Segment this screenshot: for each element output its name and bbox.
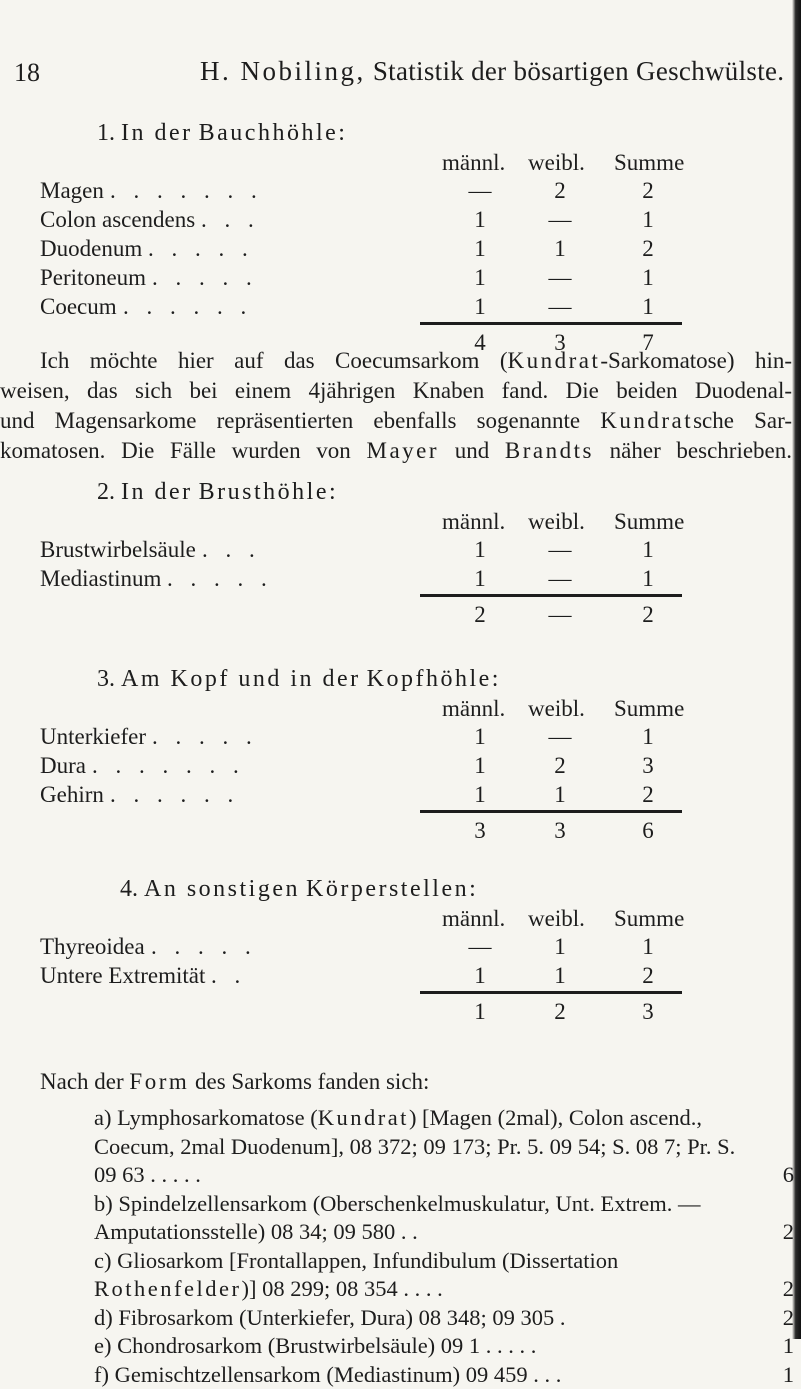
total-row xyxy=(0,602,801,630)
row-label: Dura xyxy=(40,753,86,779)
table-row xyxy=(0,753,801,781)
paragraph-line: komatosen. Die Fälle wurden von Mayer und Brandts näher beschrieben. xyxy=(0,436,792,466)
list-item-c: c) Gliosarkom [Frontallappen, Infundibulum (Dissertation Rothenfelder)] 08 299; 08 354 . . . . 2 xyxy=(94,1247,794,1304)
cell-maennl: 1 xyxy=(460,537,500,563)
column-header-summe: Summe xyxy=(614,906,684,932)
running-head-author: H. Nobiling, xyxy=(200,56,366,86)
cell-weibl: — xyxy=(540,724,580,750)
cell-summe: 2 xyxy=(628,782,668,808)
cell-maennl: — xyxy=(460,178,500,204)
cell-weibl: 2 xyxy=(540,178,580,204)
running-head xyxy=(200,56,784,87)
column-header-summe: Summe xyxy=(614,509,684,535)
column-header-maennl: männl. xyxy=(442,696,505,722)
leader-dots: . . . . . xyxy=(167,566,452,592)
cell-summe: 2 xyxy=(628,963,668,989)
total-summe: 6 xyxy=(628,818,668,844)
row-label: Coecum xyxy=(40,294,117,320)
table-title: 1. In der Bauchhöhle: xyxy=(97,120,347,147)
total-maennl: 1 xyxy=(460,999,500,1025)
cell-summe: 1 xyxy=(628,207,668,233)
column-header-summe: Summe xyxy=(614,150,684,176)
row-label: Mediastinum xyxy=(40,566,161,592)
row-label: Peritoneum xyxy=(40,265,146,291)
row-label: Gehirn xyxy=(40,782,104,808)
cell-maennl: 1 xyxy=(460,963,500,989)
cell-summe: 2 xyxy=(628,236,668,262)
leader-dots: . . . . . xyxy=(152,265,452,291)
row-label: Duodenum xyxy=(40,236,142,262)
table-row xyxy=(0,265,801,293)
table-row xyxy=(0,934,801,962)
total-row xyxy=(0,818,801,846)
cell-summe: 1 xyxy=(628,537,668,563)
cell-weibl: 1 xyxy=(540,934,580,960)
leader-dots: . . . xyxy=(202,537,452,563)
table-row xyxy=(0,236,801,264)
column-header-weibl: weibl. xyxy=(528,906,585,932)
list-item-a: a) Lymphosarkomatose (Kundrat) [Magen (2mal), Colon ascend., Coecum, 2mal Duodenum], 08 372; 09 173; Pr. 5. 09 54; S. 08 7; Pr. S. 09 63 . . . . . 6 xyxy=(94,1104,794,1190)
column-header-weibl: weibl. xyxy=(528,150,585,176)
list-item-d: d) Fibrosarkom (Unterkiefer, Dura) 08 348; 09 305 . 2 xyxy=(94,1304,794,1333)
cell-summe: 1 xyxy=(628,724,668,750)
column-header-summe: Summe xyxy=(614,696,684,722)
cell-weibl: — xyxy=(540,207,580,233)
running-head-title: Statistik der bösartigen Geschwülste. xyxy=(373,56,785,86)
body-paragraph xyxy=(40,346,792,466)
cell-weibl: — xyxy=(540,294,580,320)
leader-dots: . . . . . xyxy=(151,934,452,960)
paragraph-line: weisen, das sich bei einem 4jährigen Knaben fand. Die beiden Duodenal- xyxy=(0,376,792,406)
paragraph-line: Ich möchte hier auf das Coecumsarkom (Kundrat-Sarkomatose) hin- xyxy=(40,346,792,376)
total-weibl: 2 xyxy=(540,999,580,1025)
sum-rule xyxy=(420,322,682,325)
table-row xyxy=(0,178,801,206)
table-row xyxy=(0,566,801,594)
cell-weibl: 1 xyxy=(540,236,580,262)
sum-rule xyxy=(420,594,682,597)
table-row xyxy=(0,963,801,991)
sum-rule xyxy=(420,991,682,994)
column-header-weibl: weibl. xyxy=(528,696,585,722)
cell-maennl: 1 xyxy=(460,753,500,779)
cell-summe: 3 xyxy=(628,753,668,779)
list-item-b: b) Spindelzellensarkom (Oberschenkelmuskulatur, Unt. Extrem. — Amputationsstelle) 08 34; 09 580 . . 2 xyxy=(94,1190,794,1247)
cell-weibl: 1 xyxy=(540,963,580,989)
cell-weibl: — xyxy=(540,566,580,592)
cell-weibl: — xyxy=(540,537,580,563)
row-label: Magen xyxy=(40,178,104,204)
total-summe: 7 xyxy=(628,330,668,356)
row-label: Thyreoidea xyxy=(40,934,145,960)
table-row xyxy=(0,782,801,810)
total-weibl: — xyxy=(540,602,580,628)
cell-maennl: 1 xyxy=(460,566,500,592)
cell-summe: 1 xyxy=(628,294,668,320)
total-maennl: 3 xyxy=(460,818,500,844)
row-label: Untere Extremität xyxy=(40,963,205,989)
table-row xyxy=(0,294,801,322)
cell-summe: 1 xyxy=(628,566,668,592)
paragraph-line: und Magensarkome repräsentierten ebenfalls sogenannte Kundratsche Sar- xyxy=(0,406,792,436)
total-maennl: 4 xyxy=(460,330,500,356)
form-section-lead: Nach der Form des Sarkoms fanden sich: xyxy=(40,1069,429,1095)
cell-maennl: 1 xyxy=(460,265,500,291)
leader-dots: . . . . . xyxy=(148,236,452,262)
leader-dots: . . xyxy=(211,963,452,989)
total-weibl: 3 xyxy=(540,330,580,356)
column-header-maennl: männl. xyxy=(442,509,505,535)
total-maennl: 2 xyxy=(460,602,500,628)
list-item-e: e) Chondrosarkom (Brustwirbelsäule) 09 1 . . . . . 1 xyxy=(94,1332,794,1361)
table-row xyxy=(0,724,801,752)
cell-maennl: 1 xyxy=(460,207,500,233)
cell-maennl: 1 xyxy=(460,724,500,750)
leader-dots: . . . . . . xyxy=(123,294,452,320)
total-summe: 2 xyxy=(628,602,668,628)
row-label: Unterkiefer xyxy=(40,724,146,750)
cell-maennl: — xyxy=(460,934,500,960)
cell-weibl: 2 xyxy=(540,753,580,779)
cell-maennl: 1 xyxy=(460,236,500,262)
table-title: 3. Am Kopf und in der Kopfhöhle: xyxy=(97,666,501,693)
column-header-maennl: männl. xyxy=(442,906,505,932)
row-label: Colon ascendens xyxy=(40,207,195,233)
table-title: 2. In der Brusthöhle: xyxy=(97,479,338,506)
sum-rule xyxy=(420,810,682,813)
leader-dots: . . . xyxy=(201,207,452,233)
total-summe: 3 xyxy=(628,999,668,1025)
table-title: 4. An sonstigen Körperstellen: xyxy=(120,876,478,903)
table-row xyxy=(0,207,801,235)
column-header-weibl: weibl. xyxy=(528,509,585,535)
leader-dots: . . . . . . . xyxy=(92,753,452,779)
total-weibl: 3 xyxy=(540,818,580,844)
cell-maennl: 1 xyxy=(460,782,500,808)
column-header-maennl: männl. xyxy=(442,150,505,176)
table-row xyxy=(0,537,801,565)
list-item-f: f) Gemischtzellensarkom (Mediastinum) 09 459 . . . 1 xyxy=(94,1361,794,1389)
total-row xyxy=(0,999,801,1027)
row-label: Brustwirbelsäule xyxy=(40,537,196,563)
cell-summe: 1 xyxy=(628,265,668,291)
leader-dots: . . . . . . . xyxy=(110,178,452,204)
cell-summe: 1 xyxy=(628,934,668,960)
page-number: 18 xyxy=(14,58,40,88)
cell-summe: 2 xyxy=(628,178,668,204)
leader-dots: . . . . . xyxy=(152,724,452,750)
sarkom-form-list xyxy=(94,1104,794,1389)
cell-weibl: — xyxy=(540,265,580,291)
cell-weibl: 1 xyxy=(540,782,580,808)
cell-maennl: 1 xyxy=(460,294,500,320)
leader-dots: . . . . . . xyxy=(110,782,452,808)
